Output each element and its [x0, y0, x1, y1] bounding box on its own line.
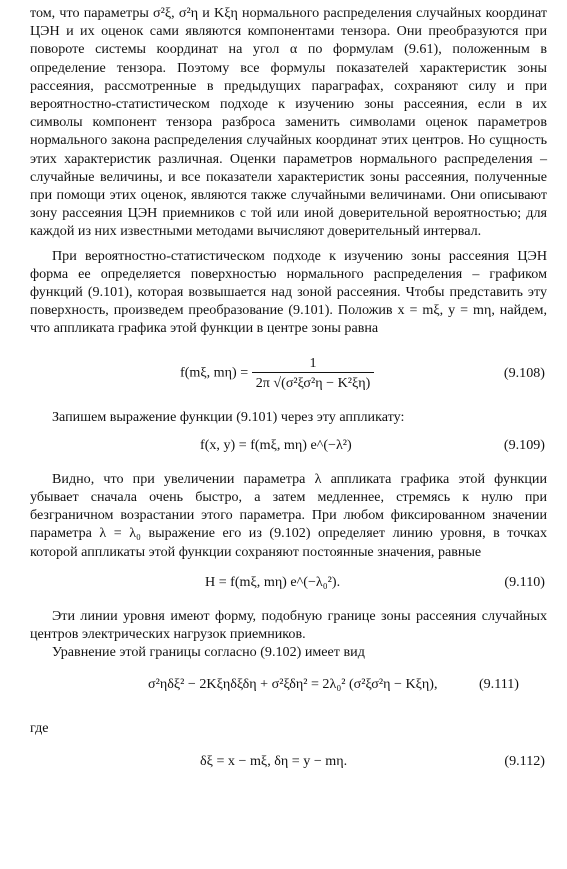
- eq108-numerator: 1: [252, 354, 375, 373]
- eq108-number: (9.108): [503, 364, 545, 381]
- equation-9-110: [30, 561, 547, 601]
- equation-9-108: [30, 350, 547, 402]
- eq108-fraction: [252, 354, 375, 392]
- equation-9-109: [30, 426, 547, 464]
- eq110-expr: H = f(mξ, mη) e^(−λ₀²).: [205, 573, 341, 590]
- paragraph-2: При вероятностно-статистическом подходе к изучению зоны рассеяния ЦЭН форма ее определяется поверхностью нормального распределения – графиком функций (9.101), которая возвышается над зоной рассеяния. Чтобы представить эту поверхность, произведем преобразование (9.101). Положив x = mξ, y = mη, найдем, что аппликата графика этой функции в центре зоны равна: [30, 247, 547, 337]
- paragraph-4: Видно, что при увеличении параметра λ аппликата графика этой функции убывает сначала очень быстро, а затем медленнее, стремясь к нулю при безграничном возрастании этого параметра. При любом фиксированном значении параметра λ = λ₀ выражение его из (9.102) определяет линию уровня, в точках которой аппликаты этой функции сохраняют постоянные значения, равные: [30, 470, 547, 560]
- eq112-number: (9.112): [504, 752, 545, 769]
- eq109-number: (9.109): [503, 436, 545, 453]
- paragraph-1: том, что параметры σ²ξ, σ²η и Kξη нормального распределения случайных координат ЦЭН и их оценок сами являются компонентами тензора. Они преобразуются при повороте системы координат на угол α по формулам (9.61), положенным в определение тензора. Поэтому все формулы показателей характеристик зоны рассеяния, рассмотренные в предыдущих параграфах, сохраняют силу и при вероятностно-статистическом подходе к изучению зоны рассеяния, если в их символы компонент тензора разброса заменить символами оценок параметров нормального закона распределения случайных координат этих центров. Но сущность этих характеристик различная. Оценки параметров нормального распределения – случайные величины, и все показатели характеристик зоны рассеяния, полученные при помощи этих оценок, являются также случайными величинами. Они описывают зону рассеяния ЦЭН приемников с той или иной доверительной вероятностью; для каждой из них известными методами вычисляют доверительный интервал.: [30, 5, 547, 240]
- eq111-number: (9.111): [478, 676, 519, 693]
- equation-9-112: [30, 738, 547, 778]
- paragraph-6: Уравнение этой границы согласно (9.102) имеет вид: [52, 644, 365, 661]
- eq111-expr: σ²ηδξ² − 2Kξηδξδη + σ²ξδη² = 2λ₀² (σ²ξσ²η − Kξη),: [148, 676, 438, 693]
- eq110-number: (9.110): [504, 573, 545, 590]
- eq109-expr: f(x, y) = f(mξ, mη) e^(−λ²): [200, 436, 352, 453]
- eq108-denominator: 2π √(σ²ξσ²η − K²ξη): [255, 374, 371, 391]
- paragraph-3: Запишем выражение функции (9.101) через эту аппликату:: [52, 408, 405, 425]
- eq108-lhs: f(mξ, mη) =: [180, 364, 249, 381]
- paragraph-5: Эти линии уровня имеют форму, подобную границе зоны рассеяния случайных центров электрических нагрузок приемников.: [30, 607, 547, 643]
- where-label: где: [30, 720, 49, 737]
- eq112-expr: δξ = x − mξ, δη = y − mη.: [200, 752, 348, 769]
- equation-9-111: [30, 661, 547, 707]
